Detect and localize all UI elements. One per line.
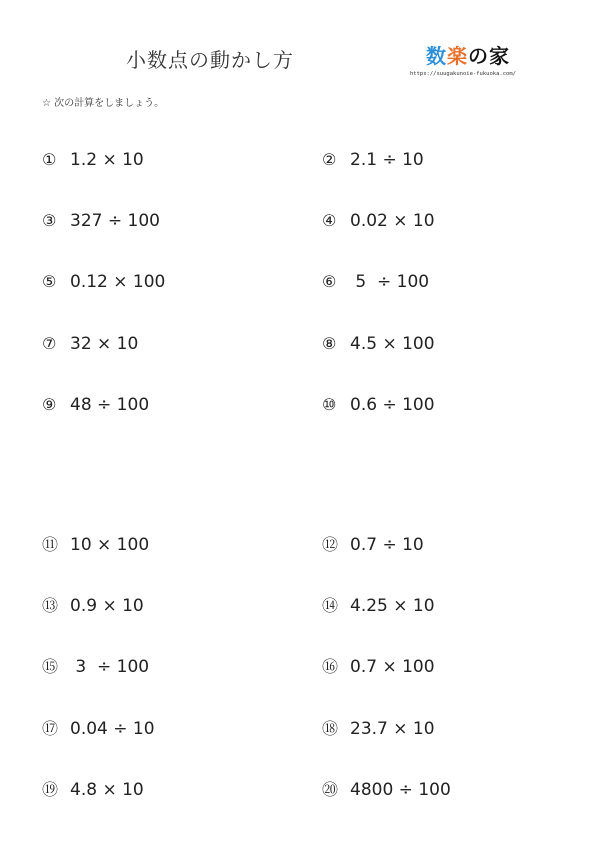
logo-url: https://suugakunoie-fukuoka.com/ xyxy=(410,71,516,77)
problem-3: ③ 327 ÷ 100 xyxy=(42,211,160,231)
instruction: ☆ 次の計算をしましょう。 xyxy=(42,98,165,109)
problem-12: ⑫ 0.7 ÷ 10 xyxy=(322,535,424,555)
problem-16: ⑯ 0.7 × 100 xyxy=(322,657,435,677)
problem-11: ⑪ 10 × 100 xyxy=(42,535,150,555)
problem-7: ⑦ 32 × 10 xyxy=(42,334,139,354)
problem-8: ⑧ 4.5 × 100 xyxy=(322,334,435,354)
problem-18: ⑱ 23.7 × 10 xyxy=(322,719,435,739)
logo-text: 数楽の家 xyxy=(426,44,510,68)
site-logo xyxy=(410,40,540,77)
problem-19: ⑲ 4.8 × 10 xyxy=(42,780,144,800)
problem-10: ⑩ 0.6 ÷ 100 xyxy=(322,395,435,415)
problem-1: ① 1.2 × 10 xyxy=(42,150,144,170)
problem-2: ② 2.1 ÷ 10 xyxy=(322,150,424,170)
problem-4: ④ 0.02 × 10 xyxy=(322,211,435,231)
problem-13: ⑬ 0.9 × 10 xyxy=(42,596,144,616)
problem-14: ⑭ 4.25 × 10 xyxy=(322,596,435,616)
problem-20: ⑳ 4800 ÷ 100 xyxy=(322,780,451,800)
problem-15: ⑮ 3 ÷ 100 xyxy=(42,657,150,677)
page-title: 小数点の動かし方 xyxy=(126,48,294,72)
problem-9: ⑨ 48 ÷ 100 xyxy=(42,395,150,415)
problem-6: ⑥ 5 ÷ 100 xyxy=(322,272,430,292)
problem-5: ⑤ 0.12 × 100 xyxy=(42,272,166,292)
problem-17: ⑰ 0.04 ÷ 10 xyxy=(42,719,155,739)
